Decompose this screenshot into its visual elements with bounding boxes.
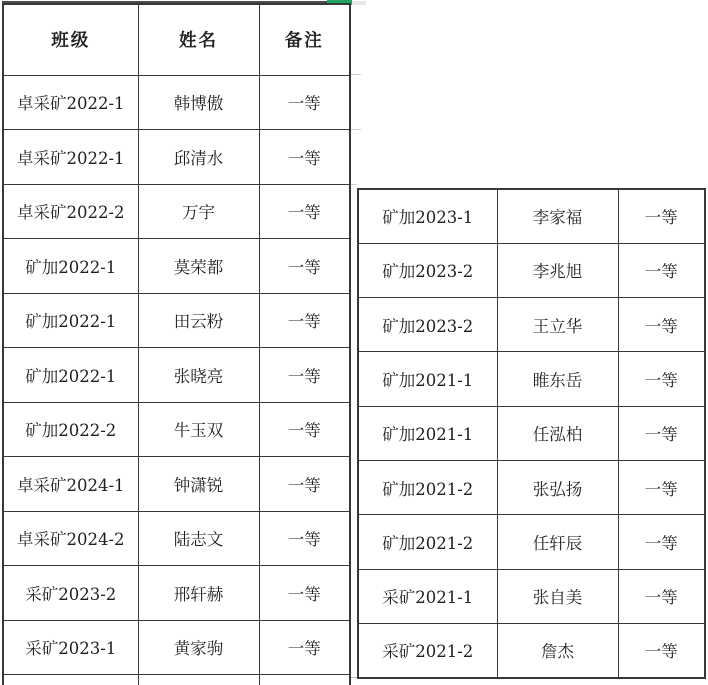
cell-class[interactable]: 矿加2022-2 [3,402,138,457]
cell-class[interactable] [3,675,138,685]
table-row [358,515,705,569]
cell-remark[interactable]: 一等 [618,515,705,569]
cell-name[interactable]: 陆志文 [138,511,259,566]
cell-class[interactable]: 矿加2023-2 [358,298,497,352]
cell-remark[interactable]: 一等 [259,511,350,566]
table-row [358,406,705,460]
cell-remark[interactable]: 一等 [618,623,705,677]
cell-remark[interactable]: 一等 [618,569,705,623]
cell-class[interactable]: 采矿2023-2 [3,566,138,621]
cell-remark[interactable]: 一等 [618,298,705,352]
cell-remark[interactable]: 一等 [259,130,350,185]
cell-class[interactable]: 卓采矿2022-1 [3,75,138,130]
cell-class[interactable]: 卓采矿2024-2 [3,511,138,566]
cell-class[interactable]: 卓采矿2024-1 [3,457,138,512]
cell-remark[interactable] [259,675,350,685]
cell-name[interactable] [138,675,259,685]
cell-name[interactable]: 任泓柏 [497,406,618,460]
cell-name[interactable]: 莫荣都 [138,239,259,294]
table-row [3,675,350,685]
cell-remark[interactable]: 一等 [259,620,350,675]
table-row [3,620,350,675]
cell-remark[interactable]: 一等 [259,184,350,239]
table-row [358,298,705,352]
table-row [3,511,350,566]
cell-remark[interactable]: 一等 [259,566,350,621]
cell-remark[interactable]: 一等 [259,457,350,512]
table-row [3,184,350,239]
cell-name[interactable]: 张自美 [497,569,618,623]
cell-name[interactable]: 万宇 [138,184,259,239]
cell-class[interactable]: 卓采矿2022-1 [3,130,138,185]
table-row [358,352,705,406]
table-row [3,293,350,348]
table-row [3,75,350,130]
table-row [358,243,705,297]
cell-remark[interactable]: 一等 [618,460,705,514]
cell-remark[interactable]: 一等 [259,75,350,130]
table-row [3,402,350,457]
selection-handle-gray [352,1,366,5]
cell-name[interactable]: 睢东岳 [497,352,618,406]
cell-remark[interactable]: 一等 [618,352,705,406]
cell-name[interactable]: 韩博傲 [138,75,259,130]
cell-class[interactable]: 矿加2022-1 [3,348,138,403]
header-row [3,4,350,75]
table-row [358,569,705,623]
cell-name[interactable]: 王立华 [497,298,618,352]
cell-name[interactable]: 詹杰 [497,623,618,677]
cell-class[interactable]: 矿加2023-1 [358,189,497,243]
cell-class[interactable]: 矿加2023-2 [358,243,497,297]
award-table-left [2,3,351,685]
cell-class[interactable]: 矿加2022-1 [3,239,138,294]
cell-name[interactable]: 任轩辰 [497,515,618,569]
cell-name[interactable]: 张晓亮 [138,348,259,403]
cell-class[interactable]: 采矿2021-1 [358,569,497,623]
award-table-right [357,188,706,679]
cell-remark[interactable]: 一等 [259,402,350,457]
table-row [358,189,705,243]
cell-name[interactable]: 牛玉双 [138,402,259,457]
cell-remark[interactable]: 一等 [618,189,705,243]
cell-name[interactable]: 邢轩赫 [138,566,259,621]
cell-name[interactable]: 李兆旭 [497,243,618,297]
cell-remark[interactable]: 一等 [618,243,705,297]
cell-class[interactable]: 采矿2021-2 [358,623,497,677]
cell-name[interactable]: 李家福 [497,189,618,243]
cell-class[interactable]: 矿加2021-1 [358,406,497,460]
table-row [358,460,705,514]
cell-class[interactable]: 卓采矿2022-2 [3,184,138,239]
table-row [3,566,350,621]
header-remark[interactable]: 备注 [259,4,350,75]
table-row [358,623,705,677]
cell-name[interactable]: 黄家驹 [138,620,259,675]
cell-class[interactable]: 矿加2021-1 [358,352,497,406]
cell-class[interactable]: 采矿2023-1 [3,620,138,675]
cell-remark[interactable]: 一等 [259,348,350,403]
cell-remark[interactable]: 一等 [259,239,350,294]
cell-name[interactable]: 张弘扬 [497,460,618,514]
header-class[interactable]: 班级 [3,4,138,75]
cell-class[interactable]: 矿加2022-1 [3,293,138,348]
cell-name[interactable]: 邱清水 [138,130,259,185]
cell-class[interactable]: 矿加2021-2 [358,515,497,569]
table-row [3,239,350,294]
cell-name[interactable]: 田云粉 [138,293,259,348]
cell-remark[interactable]: 一等 [259,293,350,348]
cell-remark[interactable]: 一等 [618,406,705,460]
table-row [3,348,350,403]
cell-class[interactable]: 矿加2021-2 [358,460,497,514]
header-name[interactable]: 姓名 [138,4,259,75]
cell-name[interactable]: 钟潇锐 [138,457,259,512]
table-row [3,130,350,185]
table-row [3,457,350,512]
